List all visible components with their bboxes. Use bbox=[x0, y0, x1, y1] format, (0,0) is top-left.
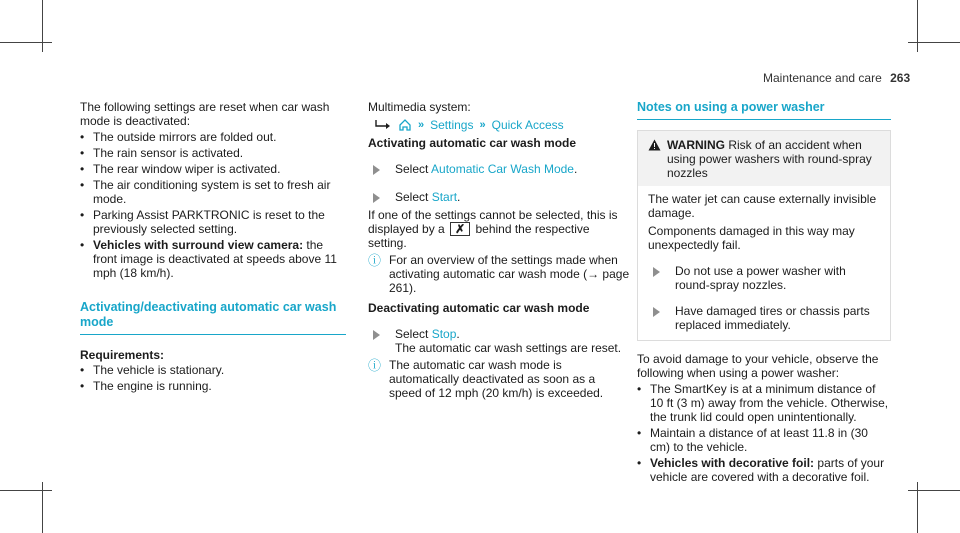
note: ⓘ The automatic car wash mode is automatically deactivated as soon as a speed of 12 mph (20 km/h) is exceeded. bbox=[368, 358, 604, 400]
info-icon: ⓘ bbox=[368, 253, 382, 268]
list-item: • The engine is running. bbox=[80, 379, 346, 393]
warning-title: Risk of an accident when using power washers with round-spray nozzles bbox=[667, 138, 872, 180]
section-heading bbox=[80, 300, 346, 335]
info-paragraph: If one of the settings cannot be selected, this is displayed by a ✗ behind the respective setting. bbox=[368, 208, 618, 250]
step: Select Automatic Car Wash Mode. bbox=[368, 162, 630, 176]
requirements-label: Requirements: bbox=[80, 348, 165, 362]
left-column bbox=[80, 100, 346, 393]
step: Have damaged tires or chassis parts replaced immediately. bbox=[648, 304, 880, 332]
section-heading bbox=[637, 100, 891, 120]
section-title: Maintenance and care bbox=[763, 71, 882, 85]
reset-list bbox=[80, 130, 346, 280]
list-item: • The outside mirrors are folded out. bbox=[80, 130, 346, 144]
menu-path bbox=[368, 118, 630, 132]
crop-mark bbox=[42, 0, 43, 52]
crop-mark bbox=[917, 0, 918, 52]
intro-text: The following settings are reset when car wash mode is deactivated: bbox=[80, 100, 330, 128]
start-item[interactable]: Start bbox=[431, 190, 458, 204]
triangle-warning-icon bbox=[648, 139, 661, 151]
step-arrow-icon bbox=[373, 330, 380, 340]
list-item: • The air conditioning system is set to fresh air mode. bbox=[80, 178, 346, 206]
surround-label: Vehicles with surround view camera: bbox=[93, 238, 304, 252]
decorative-foil-text: parts of your vehicle are covered with a decorative foil. bbox=[650, 456, 885, 484]
path-settings[interactable]: Settings bbox=[430, 118, 474, 132]
cross-mark-icon: ✗ bbox=[450, 222, 470, 236]
step-arrow-icon bbox=[653, 307, 660, 317]
list-item bbox=[637, 456, 891, 484]
crop-mark bbox=[0, 490, 52, 491]
step-arrow-icon bbox=[373, 165, 380, 175]
path-entry-icon bbox=[374, 119, 392, 131]
list-item: • Maintain a distance of at least 11.8 in (30 cm) to the vehicle. bbox=[637, 426, 891, 454]
chevron-icon: » bbox=[479, 119, 486, 131]
decorative-foil-label: Vehicles with decorative foil: bbox=[650, 456, 815, 470]
list-item: • The rain sensor is activated. bbox=[80, 146, 346, 160]
list-item bbox=[80, 238, 346, 280]
deactivating-heading: Deactivating automatic car wash mode bbox=[368, 301, 590, 315]
warning-text: Components damaged in this way may unexpectedly fail. bbox=[648, 224, 855, 252]
right-column bbox=[637, 100, 891, 484]
stop-item[interactable]: Stop bbox=[431, 327, 457, 341]
step-arrow-icon bbox=[653, 267, 660, 277]
warning-header bbox=[638, 131, 890, 186]
warning-box bbox=[637, 130, 891, 341]
warning-text: The water jet can cause externally invisible damage. bbox=[648, 192, 877, 220]
note: ⓘ For an overview of the settings made when activating automatic car wash mode (→ page 261). bbox=[368, 253, 630, 295]
warning-label: WARNING bbox=[667, 138, 725, 152]
path-quick-access[interactable]: Quick Access bbox=[491, 118, 564, 132]
automatic-car-wash-mode-item[interactable]: Automatic Car Wash Mode bbox=[431, 162, 574, 176]
crop-mark bbox=[908, 490, 960, 491]
crop-mark bbox=[42, 482, 43, 533]
list-item: • The vehicle is stationary. bbox=[80, 363, 346, 377]
running-header bbox=[763, 71, 910, 85]
section-heading-text: Notes on using a power washer bbox=[637, 100, 825, 114]
page-number: 263 bbox=[890, 71, 911, 85]
list-item: • The rear window wiper is activated. bbox=[80, 162, 346, 176]
crop-mark bbox=[0, 42, 52, 43]
list-item: • The SmartKey is at a minimum distance of 10 ft (3 m) away from the vehicle. Otherwise, the trunk lid could open unintentionally. bbox=[637, 382, 891, 424]
step: Select Start. bbox=[368, 190, 630, 204]
step: Do not use a power washer with round-spray nozzles. bbox=[648, 264, 880, 292]
home-icon[interactable] bbox=[398, 118, 412, 132]
step-result: The automatic car wash settings are reset. bbox=[395, 341, 622, 355]
step-arrow-icon bbox=[373, 193, 380, 203]
system-label: Multimedia system: bbox=[368, 100, 471, 114]
step: Select Stop. The automatic car wash settings are reset. bbox=[368, 327, 630, 355]
heading-rule bbox=[637, 119, 891, 120]
chevron-icon: » bbox=[418, 119, 425, 131]
power-washer-paragraph: To avoid damage to your vehicle, observe the following when using a power washer: bbox=[637, 352, 879, 380]
info-icon: ⓘ bbox=[368, 358, 382, 373]
crop-mark bbox=[908, 42, 960, 43]
heading-rule bbox=[80, 334, 346, 335]
activating-heading: Activating automatic car wash mode bbox=[368, 136, 577, 150]
list-item: • Parking Assist PARKTRONIC is reset to the previously selected setting. bbox=[80, 208, 346, 236]
section-heading-text: Activating/deactivating automatic car wash mode bbox=[80, 300, 337, 329]
warning-body bbox=[638, 186, 890, 340]
crop-mark bbox=[917, 482, 918, 533]
middle-column bbox=[368, 100, 630, 400]
surround-text: the front image is deactivated at speeds above 11 mph (18 km/h). bbox=[93, 238, 337, 280]
